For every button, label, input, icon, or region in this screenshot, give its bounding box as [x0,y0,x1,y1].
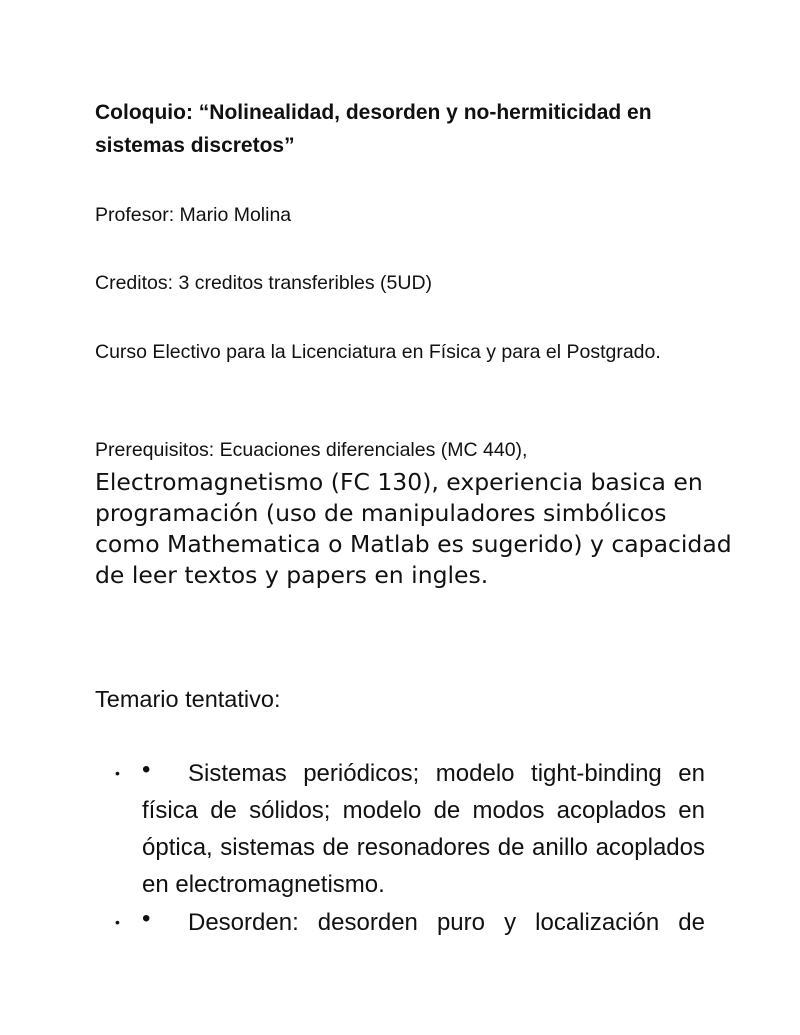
prerequisitos-intro: Prerequisitos: Ecuaciones diferenciales (MC 440), [95,439,528,461]
bullet-dot-icon: • [142,905,151,932]
bullet-dot-icon: • [115,914,120,930]
prerequisitos-paragraph [95,433,735,591]
list-item-text: Sistemas periódicos; modelo tight-binding en física de sólidos; modelo de modos acoplados en óptica, sistemas de resonadores de anillo acoplados en electromagnetismo. [142,760,705,898]
curso-line: Curso Electivo para la Licenciatura en Física y para el Postgrado. [95,341,661,363]
list-item-text: Desorden: desorden puro y localización de [188,909,705,936]
bullet-dot-icon: • [142,756,151,783]
prerequisitos-rest: Electromagnetismo (FC 130), experiencia basica en programación (uso de manipuladores simbólicos como Mathematica o Matlab es sugerido) y capacidad de leer textos y papers en ingles. [95,468,732,589]
bullet-dot-icon: • [115,765,120,781]
document-title: Coloquio: “Nolinealidad, desorden y no-hermiticidad en sistemas discretos” [95,101,652,157]
creditos-line: Creditos: 3 creditos transferibles (5UD) [95,272,433,294]
temario-heading: Temario tentativo: [95,686,281,712]
profesor-line: Profesor: Mario Molina [95,204,292,226]
